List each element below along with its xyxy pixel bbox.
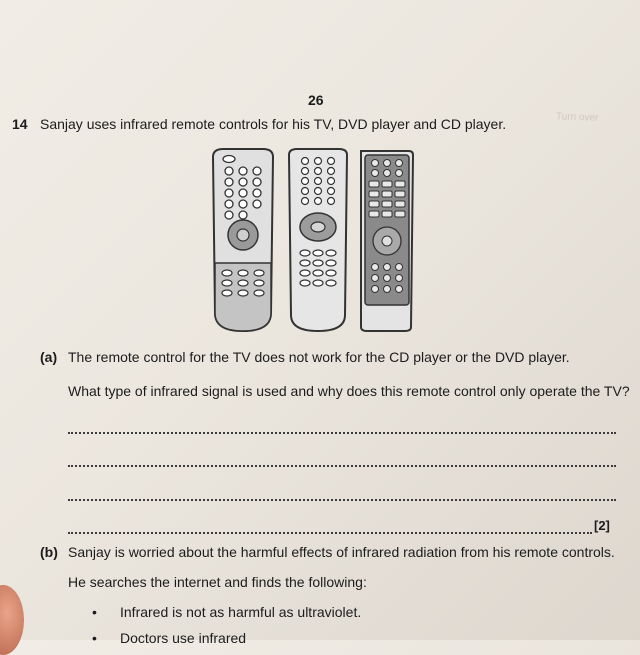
thumb-photo-artifact [0,585,24,655]
faint-corner-text: Turn over [555,111,599,124]
answer-line-4[interactable] [68,532,592,534]
part-b-label: (b) [40,544,58,560]
part-a-label: (a) [40,349,58,365]
list-item: Infrared is not as harmful as ultraviolet. [120,604,362,620]
page-number: 26 [308,92,324,108]
answer-line-3[interactable] [68,499,616,501]
tv-remote-icon [213,149,273,331]
list-item: Doctors use infrared [120,630,247,646]
part-b-statement: Sanjay is worried about the harmful effects of infrared radiation from his remote controls. [68,544,615,560]
question-number: 14 [12,116,28,132]
cd-remote-icon [361,151,413,331]
part-b-intro: He searches the internet and finds the following: [68,574,367,590]
dvd-remote-icon [289,149,347,331]
answer-line-2[interactable] [68,465,616,467]
bullet-icon: • [92,604,97,620]
part-a-statement: The remote control for the TV does not work for the CD player or the DVD player. [68,349,570,365]
remote-controls-figure [205,145,425,335]
question-intro: Sanjay uses infrared remote controls for his TV, DVD player and CD player. [40,116,507,132]
bullet-icon: • [92,630,97,646]
part-a-question: What type of infrared signal is used and why does this remote control only operate the TV? [68,383,630,399]
answer-line-1[interactable] [68,432,616,434]
part-a-marks: [2] [594,518,610,533]
